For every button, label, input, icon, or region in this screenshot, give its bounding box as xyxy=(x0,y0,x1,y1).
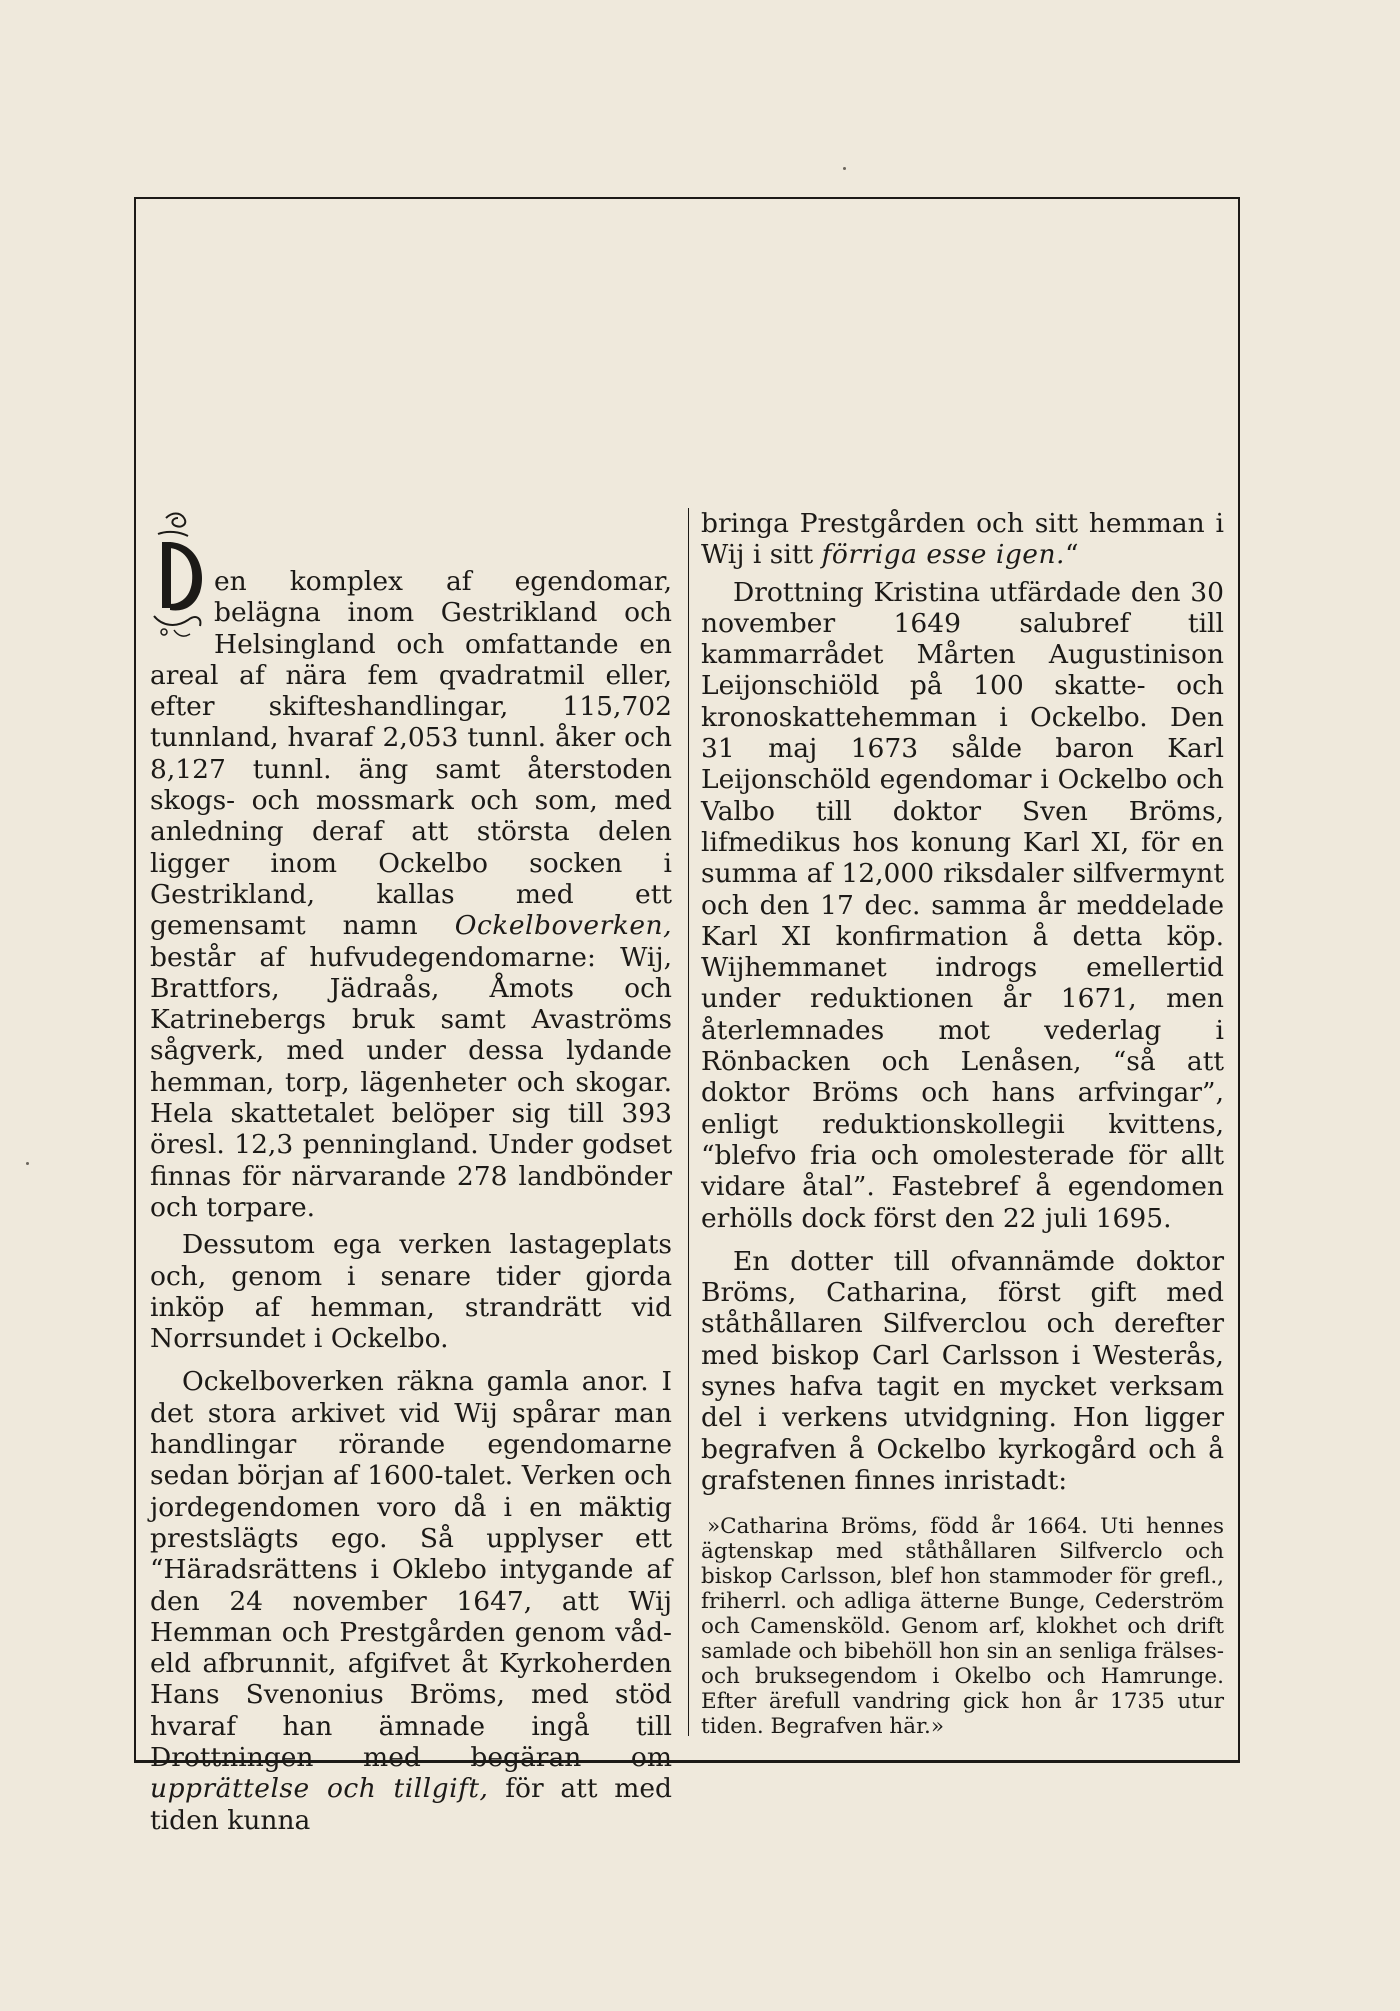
opening-paragraph xyxy=(150,566,672,1223)
italic-latin-phrase: förriga esse igen. xyxy=(821,539,1065,571)
paragraph-kristina: Drottning Kristina utfärdade den 30 november 1649 salubref till kammarrådet Mårten Augustinison Leijonschiöld på 100 skatte- och kronoskattehemman i Ockelbo. Den 31 maj 1673 sålde baron Karl Leijonschöld egendomar i Ockelbo och Valbo till doktor Sven Bröms, lifmedikus hos konung Karl XI, för en summa af 12,000 riksdaler silfvermynt och den 17 dec. samma år meddelade Karl XI konfirmation å detta köp. Wijhemmanet indrogs emellertid under reduktionen år 1671, men återlemnades mot vederlag i Rönbacken och Lenåsen, “så att doktor Bröms och hans arfvingar”, enligt reduktionskollegii kvittens, “blefvo fria och omolesterade för allt vidare åtal”. Fastebref å egendomen erhölls dock först den 22 juli 1695. xyxy=(701,576,1224,1234)
continuation-paragraph xyxy=(701,508,1224,571)
left-column xyxy=(150,566,672,1836)
italic-phrase: upprättelse och tillgift, xyxy=(150,1773,489,1805)
paragraph-history xyxy=(150,1366,672,1835)
paragraph-lastageplats: Dessutom ega verken lastageplats och, genom i senare tider gjorda inköp af hemman, strandrätt vid Norrsundet i Ockelbo. xyxy=(150,1229,672,1355)
opening-text-tail: består af hufvudegendomarne: Wij, Brattfors, Jädraås, Åmots och Katrinebergs bruk samt Avaströms sågverk, med under dessa lydande hemman, torp, lägenheter och skogar. Hela skattetalet belöper sig till 393 öresl. 12,3 penningland. Under godset finnas för närvarande 278 landbönder och torpare. xyxy=(150,941,672,1223)
ornamental-drop-cap xyxy=(148,510,208,646)
continuation-end-quote: “ xyxy=(1064,539,1079,571)
history-text-tail: för att med tiden kunna xyxy=(150,1773,672,1836)
history-text: Ockelboverken räkna gamla anor. I det stora arkivet vid Wij spårar man handlingar rörande egendomarne sedan början af 1600-talet. Verken och jordegendomen voro då i en mäktig prestslägts ego. Så upplyser ett “Häradsrättens i Oklebo intygande af den 24 november 1647, att Wij Hemman och Prestgården genom våd-eld afbrunnit, afgifvet åt Kyrkoherden Hans Svenonius Bröms, med stöd hvaraf han ämnade ingå till Drottningen med begäran om xyxy=(150,1366,672,1773)
continuation-text: bringa Prestgården och sitt hemman i Wij i sitt xyxy=(701,508,1224,571)
paper-speck xyxy=(26,1162,29,1165)
italic-company-name: Ockelboverken, xyxy=(454,910,672,942)
right-column xyxy=(701,508,1224,1739)
paper-speck xyxy=(843,167,846,170)
column-divider xyxy=(688,508,689,1736)
opening-text: en komplex af egendomar, belägna inom Gestrikland och Helsingland och omfattande en areal af nära fem qvadratmil eller, efter skifteshandlingar, 115,702 tunnland, hvaraf 2,053 tunnl. åker och 8,127 tunnl. äng samt återstoden skogs- och mossmark och som, med anledning deraf att största delen ligger inom Ockelbo socken i Gestrikland, kallas med ett gemensamt namn xyxy=(150,566,672,942)
epitaph-inscription: »Catharina Bröms, född år 1664. Uti hennes ägtenskap med ståthållaren Silfverclo och biskop Carlsson, blef hon stammoder för grefl., friherrl. och adliga ätterne Bunge, Cederström och Camensköld. Genom arf, klokhet och drift samlade och bibehöll hon sin an senliga frälses- och bruksegendom i Okelbo och Hamrunge. Efter ärefull vandring gick hon år 1735 utur tiden. Begrafven här.» xyxy=(701,1514,1224,1740)
paragraph-catharina: En dotter till ofvannämde doktor Bröms, Catharina, först gift med ståthållaren Silfverclou och derefter med biskop Carl Carlsson i Westerås, synes hafva tagit en mycket verksam del i verkens utvidgning. Hon ligger begrafven å Ockelbo kyrkogård och å grafstenen finnes inristadt: xyxy=(701,1245,1224,1496)
